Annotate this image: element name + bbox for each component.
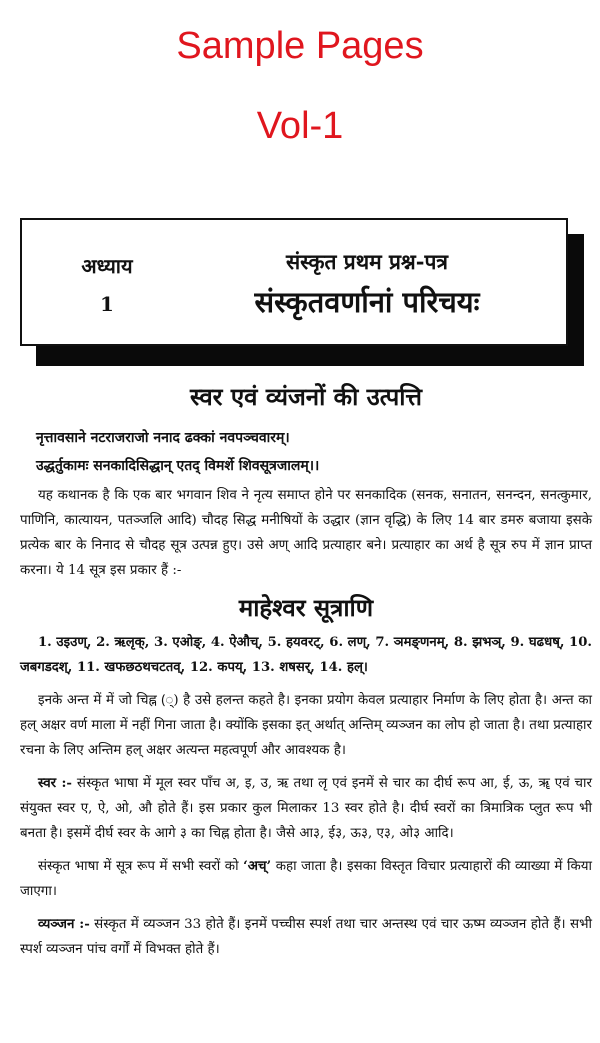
page-content bbox=[20, 380, 592, 970]
section-heading-origin: स्वर एवं व्यंजनों की उत्पत्ति bbox=[190, 382, 422, 411]
vyanjan-term: व्यञ्जन :- bbox=[38, 916, 90, 932]
chapter-title: संस्कृतवर्णानां परिचयः bbox=[254, 285, 480, 319]
swar-term: स्वर :- bbox=[38, 775, 72, 791]
paragraph-swar bbox=[20, 771, 592, 846]
vyanjan-text: संस्कृत में व्यञ्जन 33 होते हैं। इनमें पच्चीस स्पर्श तथा चार अन्तस्थ एवं चार ऊष्म व्यञ्जन होते हैं। सभी स्पर्श व्यञ्जन पांच वर्गों में विभक्त होते हैं। bbox=[20, 917, 592, 957]
sutra-list: 1. उइउण्, 2. ऋलृक्, 3. एओङ्, 4. ऐऔच्, 5. हयवरट्, 6. लण्, 7. ञमङ्णनम्, 8. झभञ्, 9. घढधष्, 10. जबगडदश्, 11. खफछठथचटतव्, 12. कपय्, 13. शषसर्, 14. हल्। bbox=[20, 635, 592, 675]
verse-line-1: नृत्तावसाने नटराजराजो ननाद ढक्कां नवपञ्चवारम्। bbox=[36, 430, 290, 446]
swar-text: संस्कृत भाषा में मूल स्वर पाँच अ, इ, उ, ऋ तथा लृ एवं इनमें से चार का दीर्घ रूप आ, ई, ऊ, ॠ एवं चार संयुक्त स्वर ए, ऐ, ओ, औ होते हैं। इस प्रकार कुल मिलाकर 13 स्वर होते है। दीर्घ स्वरों का त्रिमात्रिक प्लुत रूप भी बनता है। इसमें दीर्घ स्वर के आगे ३ का चिह्न होता है। जैसे आ३, ई३, ऊ३, ए३, ओ३ आदि। bbox=[20, 776, 593, 841]
paragraph-story: यह कथानक है कि एक बार भगवान शिव ने नृत्य समाप्त होने पर सनकादिक (सनक, सनातन, सनन्दन, सनत्कुमार, पाणिनि, कात्यायन, पतञ्जलि आदि) चौदह सिद्ध मनीषियों के उद्धार (ज्ञान वृद्धि) के लिए 14 बार डमरु बजाया इसके प्रत्येक बार के निनाद से चौदह सूत्र उत्पन्न हुए। उसे अण् आदि प्रत्याहार बने। प्रत्याहार का अर्थ है सूत्र रुप में ज्ञान प्राप्त करना। ये 14 सूत्र इस प्रकार हैं :- bbox=[20, 488, 592, 578]
chapter-subtitle: संस्कृत प्रथम प्रश्न-पत्र bbox=[285, 249, 449, 274]
paragraph-vyanjan bbox=[20, 912, 592, 962]
sample-pages-title: Sample Pages bbox=[176, 25, 424, 67]
paragraph-halant: इनके अन्त में में जो चिह्न (्) है उसे हलन्त कहते है। इनका प्रयोग केवल प्रत्याहार निर्माण के लिए होता है। अन्त का हल् अक्षर वर्ण माला में नहीं गिना जाता है। क्योंकि इसका इत् अर्थात् अन्तिम् व्यञ्जन का लोप हो जाता है। तथा प्रत्याहार रचना के लिए अन्तिम हल् अक्षर अत्यन्त महत्वपूर्ण और आवश्यक है। bbox=[20, 693, 592, 758]
ach-term: ‘अच्’ bbox=[243, 858, 272, 874]
paragraph-ach bbox=[20, 854, 592, 904]
ach-text-1: संस्कृत भाषा में सूत्र रूप में सभी स्वरों को bbox=[38, 859, 244, 874]
volume-label: Vol-1 bbox=[256, 105, 344, 147]
verse-line-2: उद्धर्तुकामः सनकादिसिद्धान् एतद् विमर्शे शिवसूत्रजालम्।। bbox=[36, 458, 320, 474]
ach-text-2: कहा जाता है। इसका विस्तृत विचार प्रत्याहारों की व्याख्या में किया जाएगा। bbox=[20, 859, 592, 899]
chapter-number: 1 bbox=[100, 292, 114, 316]
chapter-label: अध्याय bbox=[81, 254, 133, 278]
section-heading-maheshwar: माहेश्वर सूत्राणि bbox=[238, 593, 374, 622]
chapter-header-box bbox=[20, 218, 568, 346]
